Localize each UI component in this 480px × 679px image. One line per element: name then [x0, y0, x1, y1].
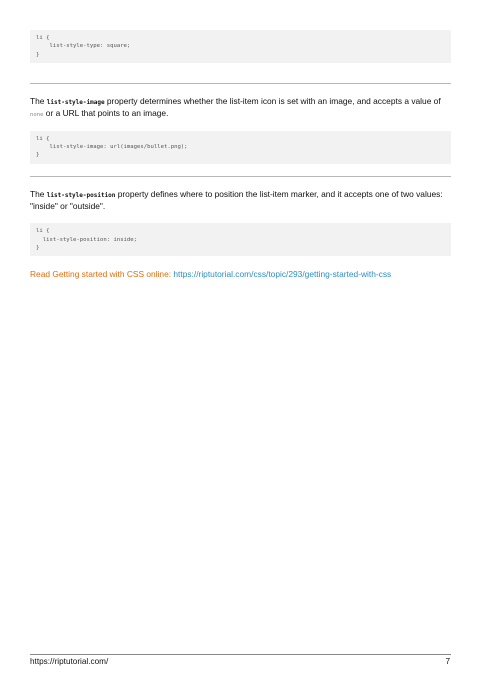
section-divider [30, 176, 451, 177]
inline-code-property: list-style-image [46, 98, 105, 106]
text-run: or a URL that points to an image. [43, 108, 169, 119]
page-number: 7 [445, 657, 450, 666]
code-line: li { [36, 135, 50, 142]
code-line: li { [36, 228, 50, 235]
code-block-list-style-position [30, 223, 451, 256]
inline-code-value: none [30, 112, 44, 119]
text-run: property determines whether the list-item icon is set with an image, and accepts a value of [104, 95, 441, 106]
text-run: property defines where to position the list-item marker, and it accepts one of two values: "inside" or "outside". [30, 188, 443, 211]
section-divider [30, 83, 451, 84]
code-line: list-style-position: inside; [36, 236, 138, 243]
text-run: The [30, 95, 47, 106]
read-online-label: Read Getting started with CSS online: [30, 269, 172, 280]
footer-url[interactable]: https://riptutorial.com/ [30, 657, 109, 666]
code-line: list-style-image: url(images/bullet.png); [36, 144, 188, 150]
code-line: } [36, 245, 40, 251]
read-online-link[interactable]: https://riptutorial.com/css/topic/293/getting-started-with-css [173, 269, 392, 280]
read-online-line [30, 269, 451, 280]
code-line: list-style-type: square; [36, 43, 131, 50]
code-block-list-style-image [30, 131, 451, 164]
footer-divider [30, 654, 451, 655]
inline-code-property: list-style-position [46, 191, 116, 199]
code-block-list-style-type [30, 30, 451, 63]
text-run: The [30, 188, 47, 199]
paragraph-list-style-image [30, 96, 451, 122]
code-line: } [36, 51, 40, 58]
paragraph-list-style-position [30, 189, 451, 213]
code-line: li { [36, 35, 50, 41]
code-line: } [36, 152, 40, 159]
page-content [30, 30, 451, 280]
